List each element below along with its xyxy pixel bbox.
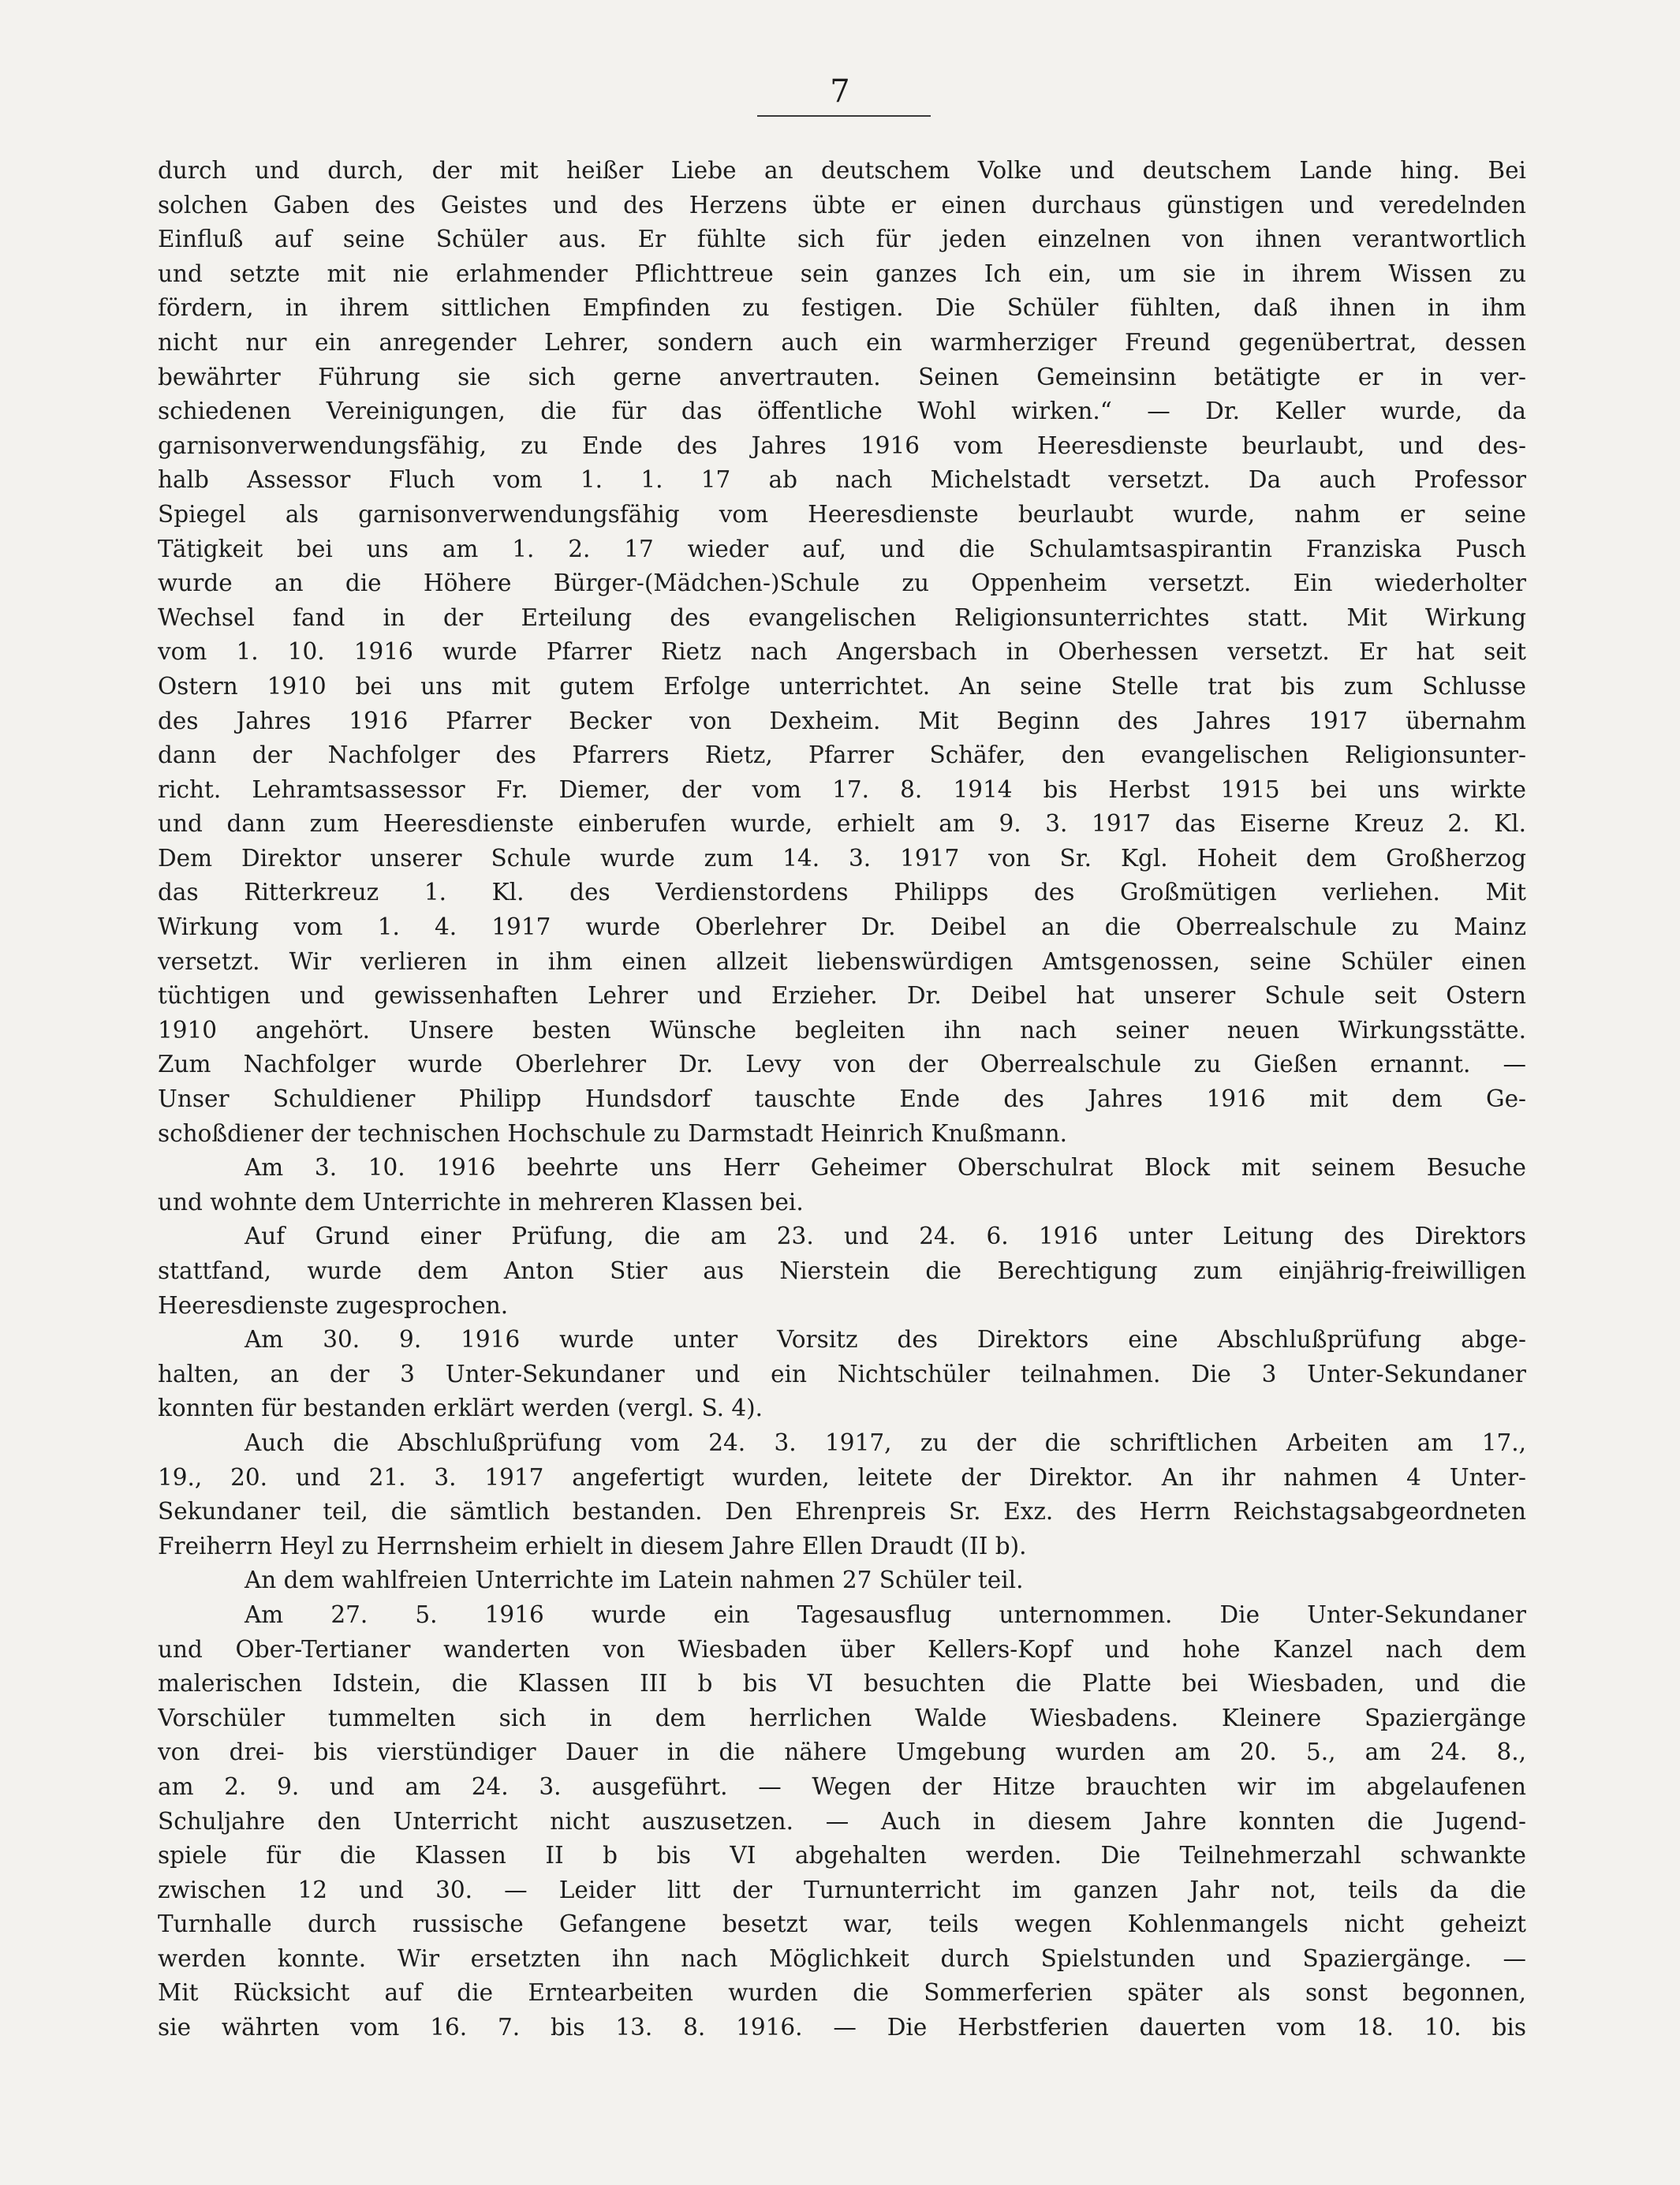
text-line: Tätigkeit bei uns am 1. 2. 17 wieder auf, und die Schulamtsaspirantin Franziska Pusch <box>158 535 1526 562</box>
text-line: dann der Nachfolger des Pfarrers Rietz, Pfarrer Schäfer, den evangelischen Religionsunter- <box>158 741 1526 769</box>
text-line: Mit Rücksicht auf die Erntearbeiten wurden die Sommerferien später als sonst begonnen, <box>158 1979 1526 2007</box>
text-line: sie währten vom 16. 7. bis 13. 8. 1916. — Die Herbstferien dauerten vom 18. 10. bis <box>158 2014 1526 2041</box>
text-line: und Ober-Tertianer wanderten von Wiesbaden über Kellers-Kopf und hohe Kanzel nach dem <box>158 1635 1526 1663</box>
text-line: richt. Lehramtsassessor Fr. Diemer, der vom 17. 8. 1914 bis Herbst 1915 bei uns wirkte <box>158 775 1526 803</box>
text-line: Vorschüler tummelten sich in dem herrlichen Walde Wiesbadens. Kleinere Spaziergänge <box>158 1704 1526 1731</box>
text-line: 1910 angehört. Unsere besten Wünsche begleiten ihn nach seiner neuen Wirkungsstätte. <box>158 1016 1526 1044</box>
text-line: Schuljahre den Unterricht nicht auszusetzen. — Auch in diesem Jahre konnten die Jugend- <box>158 1807 1526 1835</box>
text-line: Wechsel fand in der Erteilung des evangelischen Religionsunterrichtes statt. Mit Wirkung <box>158 603 1526 631</box>
text-line: Am 27. 5. 1916 wurde ein Tagesausflug unternommen. Die Unter-Sekundaner <box>245 1600 1526 1628</box>
text-line: halb Assessor Fluch vom 1. 1. 17 ab nach Michelstadt versetzt. Da auch Professor <box>158 466 1526 494</box>
text-line: Freiherrn Heyl zu Herrnsheim erhielt in diesem Jahre Ellen Draudt (II b). <box>158 1532 1027 1559</box>
text-line: versetzt. Wir verlieren in ihm einen allzeit liebenswürdigen Amtsgenossen, seine Schüler einen <box>158 947 1526 975</box>
text-line: nicht nur ein anregender Lehrer, sondern auch ein warmherziger Freund gegenübertrat, dessen <box>158 328 1526 356</box>
text-line: halten, an der 3 Unter-Sekundaner und ein Nichtschüler teilnahmen. Die 3 Unter-Sekundaner <box>158 1360 1526 1388</box>
text-line: bewährter Führung sie sich gerne anvertrauten. Seinen Gemeinsinn betätigte er in ver- <box>158 363 1526 390</box>
text-line: Auf Grund einer Prüfung, die am 23. und 24. 6. 1916 unter Leitung des Direktors <box>245 1223 1526 1250</box>
text-line: und dann zum Heeresdienste einberufen wurde, erhielt am 9. 3. 1917 das Eiserne Kreuz 2. Kl. <box>158 810 1526 838</box>
text-line: Unser Schuldiener Philipp Hundsdorf tauschte Ende des Jahres 1916 mit dem Ge- <box>158 1085 1526 1113</box>
text-line: Auch die Abschlußprüfung vom 24. 3. 1917, zu der die schriftlichen Arbeiten am 17., <box>245 1429 1526 1456</box>
text-line: vom 1. 10. 1916 wurde Pfarrer Rietz nach Angersbach in Oberhessen versetzt. Er hat seit <box>158 638 1526 666</box>
text-line: von drei- bis vierstündiger Dauer in die nähere Umgebung wurden am 20. 5., am 24. 8., <box>158 1739 1526 1766</box>
page-number: 7 <box>830 73 850 110</box>
text-line: Einfluß auf seine Schüler aus. Er fühlte sich für jeden einzelnen von ihnen verantwortlich <box>158 226 1526 253</box>
text-line: 19., 20. und 21. 3. 1917 angefertigt wurden, leitete der Direktor. An ihr nahmen 4 Unter- <box>158 1463 1526 1491</box>
text-line: Sekundaner teil, die sämtlich bestanden. Den Ehrenpreis Sr. Exz. des Herrn Reichstagsabgeordneten <box>158 1498 1526 1526</box>
text-line: Heeresdienste zugesprochen. <box>158 1291 509 1319</box>
text-line: An dem wahlfreien Unterrichte im Latein nahmen 27 Schüler teil. <box>245 1567 1024 1594</box>
text-line: zwischen 12 und 30. — Leider litt der Turnunterricht im ganzen Jahr not, teils da die <box>158 1876 1526 1903</box>
text-line: schoßdiener der technischen Hochschule zu Darmstadt Heinrich Knußmann. <box>158 1119 1068 1147</box>
text-line: Am 3. 10. 1916 beehrte uns Herr Geheimer Oberschulrat Block mit seinem Besuche <box>245 1154 1526 1182</box>
text-line: konnten für bestanden erklärt werden (vergl. S. 4). <box>158 1395 763 1422</box>
text-line: schiedenen Vereinigungen, die für das öffentliche Wohl wirken.“ — Dr. Keller wurde, da <box>158 398 1526 425</box>
text-line: und setzte mit nie erlahmender Pflichttreue sein ganzes Ich ein, um sie in ihrem Wissen zu <box>158 260 1526 287</box>
text-line: werden konnte. Wir ersetzten ihn nach Möglichkeit durch Spielstunden und Spaziergänge. — <box>158 1944 1526 1972</box>
text-line: tüchtigen und gewissenhaften Lehrer und Erzieher. Dr. Deibel hat unserer Schule seit Ostern <box>158 982 1526 1010</box>
text-line: Wirkung vom 1. 4. 1917 wurde Oberlehrer Dr. Deibel an die Oberrealschule zu Mainz <box>158 913 1526 941</box>
text-line: Dem Direktor unserer Schule wurde zum 14. 3. 1917 von Sr. Kgl. Hoheit dem Großherzog <box>158 844 1526 872</box>
text-line: fördern, in ihrem sittlichen Empfinden zu festigen. Die Schüler fühlten, daß ihnen in ihm <box>158 294 1526 322</box>
text-line: des Jahres 1916 Pfarrer Becker von Dexheim. Mit Beginn des Jahres 1917 übernahm <box>158 707 1526 734</box>
text-line: am 2. 9. und am 24. 3. ausgeführt. — Wegen der Hitze brauchten wir im abgelaufenen <box>158 1772 1526 1800</box>
text-line: malerischen Idstein, die Klassen III b bis VI besuchten die Platte bei Wiesbaden, und die <box>158 1670 1526 1698</box>
text-line: wurde an die Höhere Bürger-(Mädchen-)Schule zu Oppenheim versetzt. Ein wiederholter <box>158 570 1526 597</box>
text-line: garnisonverwendungsfähig, zu Ende des Jahres 1916 vom Heeresdienste beurlaubt, und des- <box>158 431 1526 459</box>
text-line: Am 30. 9. 1916 wurde unter Vorsitz des Direktors eine Abschlußprüfung abge- <box>245 1326 1526 1354</box>
text-line: Zum Nachfolger wurde Oberlehrer Dr. Levy von der Oberrealschule zu Gießen ernannt. — <box>158 1051 1526 1078</box>
text-line: und wohnte dem Unterrichte in mehreren Klassen bei. <box>158 1188 804 1216</box>
text-line: solchen Gaben des Geistes und des Herzens übte er einen durchaus günstigen und veredelnden <box>158 191 1526 218</box>
body-text <box>158 154 1526 2045</box>
text-line: Spiegel als garnisonverwendungsfähig vom Heeresdienste beurlaubt wurde, nahm er seine <box>158 500 1526 528</box>
text-line: das Ritterkreuz 1. Kl. des Verdienstordens Philipps des Großmütigen verliehen. Mit <box>158 879 1526 906</box>
text-line: Ostern 1910 bei uns mit gutem Erfolge unterrichtet. An seine Stelle trat bis zum Schlusse <box>158 672 1526 700</box>
text-line: stattfand, wurde dem Anton Stier aus Nierstein die Berechtigung zum einjährig-freiwilligen <box>158 1257 1526 1284</box>
text-line: durch und durch, der mit heißer Liebe an deutschem Volke und deutschem Lande hing. Bei <box>158 157 1526 184</box>
page-number-rule <box>757 115 931 117</box>
text-line: spiele für die Klassen II b bis VI abgehalten werden. Die Teilnehmerzahl schwankte <box>158 1842 1526 1869</box>
text-line: Turnhalle durch russische Gefangene besetzt war, teils wegen Kohlenmangels nicht geheizt <box>158 1910 1526 1938</box>
